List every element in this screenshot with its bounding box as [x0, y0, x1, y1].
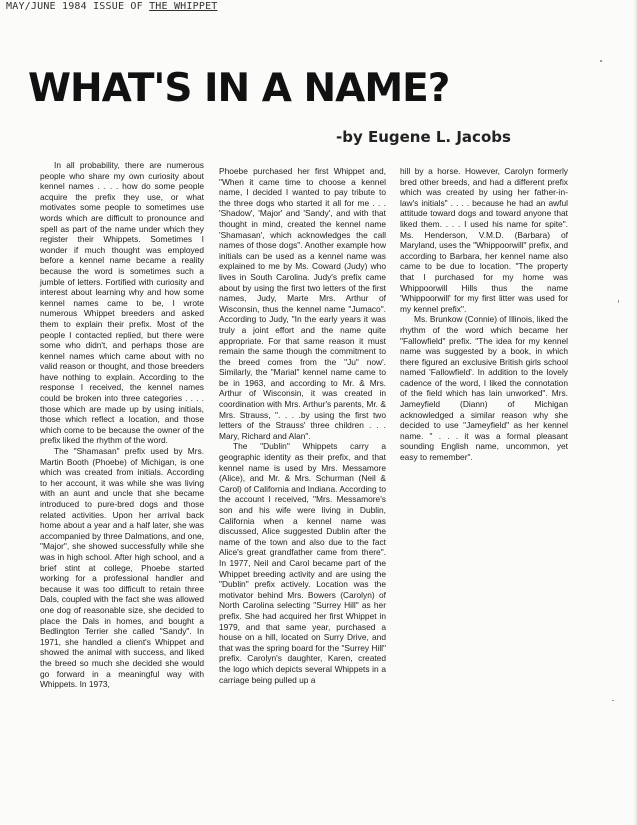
- scan-speck: [612, 700, 614, 701]
- issue-header: [6, 1, 218, 12]
- column-2: [219, 166, 386, 685]
- column-3: [400, 166, 568, 463]
- paragraph: Phoebe purchased her first Whippet and, "When it came time to choose a kennel name, I decided I wanted to pay tribute to the three dogs who started it all for me . . . 'Shadow', 'Major' and 'Sandy', and with that thought in mind, created the kennel name 'Shamasan', which acknowledges the call names of those dogs". Another example how initials can be used as a kennel name was explained to me by Ms. Coward (Judy) who lives in South Carolina. Judy's prefix came about by using the first two letters of the first names, Judy, Marte Mrs. Arthur of Wisconsin, thus the kennel name "Jumaco". According to Judy, "In the early years it was truly a joint effort and the name quite appropriate. For that same reason it must remain the same though the commitment to the breed comes from the "Ju" now'. Similarly, the "Marial" kennel name came to be in 1963, and according to Mr. & Mrs. Arthur of Wisconsin, it was created in coordination with Mrs. Arthur's parents, Mr. & Mrs. Strauss, ". . . .by using the first two letters of the Strauss' three children . . . Mary, Richard and Alan".: [219, 166, 386, 441]
- column-1: [40, 160, 204, 690]
- scan-speck: [618, 300, 619, 303]
- paragraph: The "Dublin" Whippets carry a geographic identity as their prefix, and that kennel name is used by Mrs. Messamore (Alice), and Mr. & Mrs. Schurman (Neil & Carol) of California and Indiana. According to the account I received, "Mrs. Messamore's son and his wife were living in Dublin, California when a kennel name was discussed, Alice suggested Dublin after the name of the town and also due to the fact Alice's great grandfather came from there". In 1977, Neil and Carol became part of the Whippet breeding activity and are using the "Dublin" prefix actively. Location was the motivator behind Mrs. Bowers (Carolyn) of North Carolina selecting "Surrey Hill" as her prefix. She had acquired her first Whippet in 1979, and that same year, purchased a house on a hill, located on Surry Drive, and that was the spring board for the "Surrey Hill" prefix. Carolyn's daughter, Karen, created the logo which depicts several Whippets in a carriage being pulled up a: [219, 441, 387, 685]
- paragraph: The "Shamasan" prefix used by Mrs. Martin Booth (Phoebe) of Michigan, is one which was created from initials. According to her account, it was while she was living with an aunt and uncle that she became introduced to pure-bred dogs and those related activities. Upon her arrival back home about a year and a half later, she was accompanied by three Dalmations, and one, "Major", she showed successfully while she was in high school. After high school, and a brief stint at college, Phoebe started working for a professional handler and because it was too difficult to retain three Dals, coupled with the fact she was allowed one dog of reasonable size, she decided to place the Dals in homes, and bought a Bedlington Terrier she called "Sandy". In 1971, she handled a client's Whippet and showed the animal with success, and liked the breed so much she decided she would go forward in a meaningful way with Whippets. In 1973,: [40, 446, 204, 690]
- scan-speck: [600, 60, 602, 62]
- article-byline: -by Eugene L. Jacobs: [336, 128, 511, 146]
- article-title: WHAT'S IN A NAME?: [28, 66, 450, 111]
- issue-prefix: MAY/JUNE 1984 ISSUE OF: [6, 1, 150, 12]
- paragraph: hill by a horse. However, Carolyn formerly bred other breeds, and had a different prefix which was created by using her father-in-law's initials" . . . . because he had an awful attitude toward dogs and toward anyone that liked them. . . . I used his name for spite". Ms. Henderson, V.M.D. (Barbara) of Maryland, uses the "Whippoorwill" prefix, and according to Barbara, her kennel name also came to be due to location. "The property that I purchased for my home was Whippoorwill Hills thus the name 'Whippoorwill' for my first litter was used for my kennel prefix".: [400, 166, 568, 314]
- publication-name: THE WHIPPET: [149, 1, 218, 12]
- scan-edge-shadow: [633, 0, 637, 825]
- paragraph: Ms. Brunkow (Connie) of Illinois, liked the rhythm of the word which became her "Fallowfield" prefix. "The idea for my kennel name was suggested by a book, in which there figured an exclusive British girls school named 'Fallowfield'. In addition to the lovely cadence of the word, I liked the connotation of the field which has lain unworked". Mrs. Jameyfield (Diann) of Michigan acknowledged a similar reason why she decided to use "Jameyfield" as her kennel name. " . . . it was a formal pleasant sounding English name, uncommon, yet easy to remember".: [400, 314, 568, 463]
- paragraph: In all probability, there are numerous people who share my own curiosity about kennel names . . . . how do some people acquire the prefix they use, or what motivates some people to sometimes use words which are difficult to pronounce and spell as part of the name under which they register their Whippets. Sometimes I wonder if much thought was employed before a kennel name became a reality because the word is sometimes such a jumble of letters. Fortified with curiosity and interest about learning why and how some kennel names came to be, I wrote numerous Whippet breeders and asked them to explain their prefix. Most of the people I contacted replied, but there were some who didn't, and perhaps those are kennel names which came about with no valid reason or thought, and those breeders have nothing to explain. According to the response I received, the kennel names could be broken into three categories . . . . those which are made up by using initials, those which reflect a location, and those which come to be because the owner of the prefix liked the rhythm of the word.: [40, 160, 204, 446]
